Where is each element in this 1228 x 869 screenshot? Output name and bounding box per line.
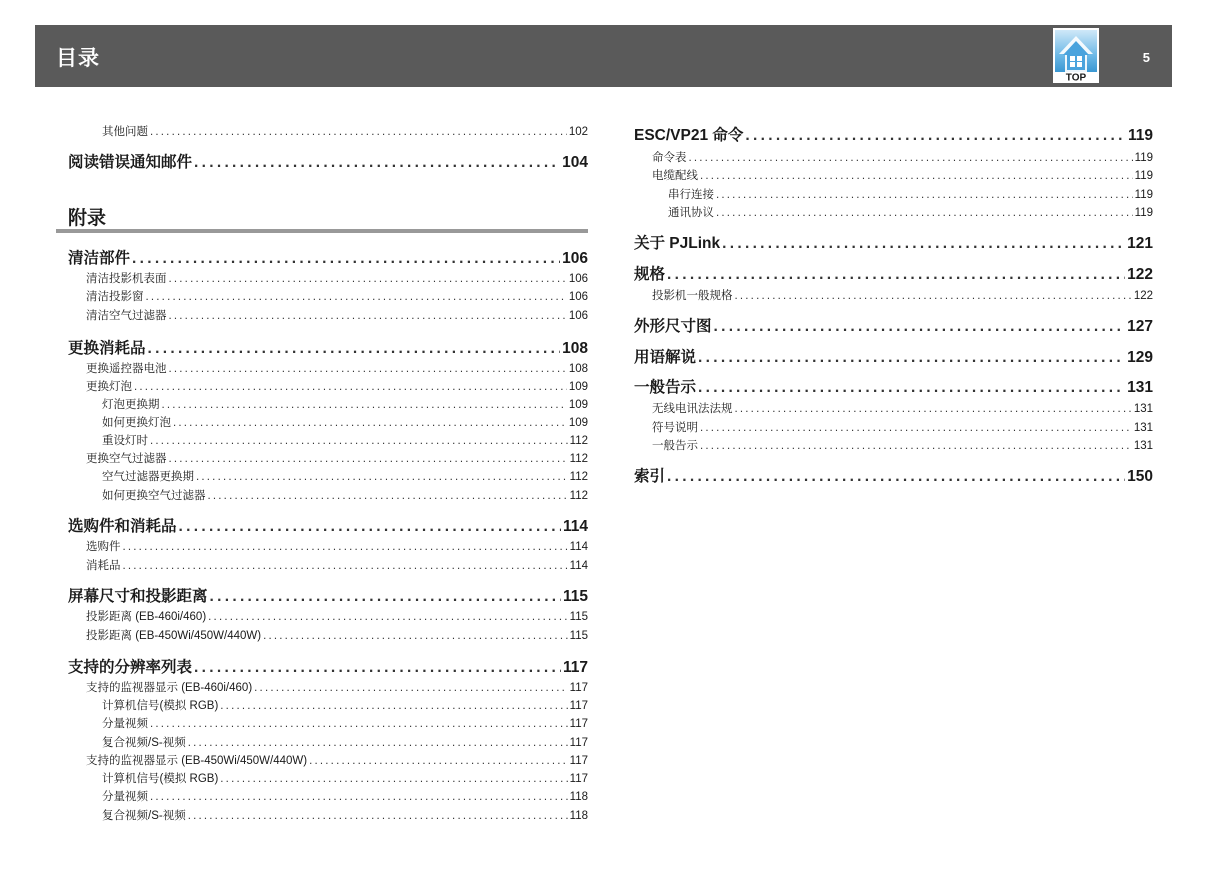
dot-leader <box>188 737 568 749</box>
toc-entry-page: 117 <box>562 659 588 676</box>
dot-leader <box>194 154 560 172</box>
page-header <box>35 25 1172 87</box>
toc-entry-page: 117 <box>569 718 588 730</box>
dot-leader <box>146 291 567 303</box>
toc-entry[interactable] <box>86 627 588 642</box>
toc-entry-label: 空气过滤器更换期 <box>102 471 194 483</box>
toc-entry-label: 复合视频/S-视频 <box>102 737 186 749</box>
toc-entry[interactable] <box>634 262 1153 282</box>
dot-leader <box>714 318 1126 336</box>
toc-entry-page: 119 <box>1134 152 1153 164</box>
toc-entry[interactable] <box>634 464 1153 484</box>
toc-entry-label: 阅读错误通知邮件 <box>68 154 193 171</box>
toc-entry-label: 清洁部件 <box>68 250 131 267</box>
toc-entry-label: 更换消耗品 <box>68 340 146 357</box>
toc-entry-page: 131 <box>1133 403 1153 415</box>
toc-entry-label: 串行连接 <box>668 189 714 201</box>
dot-leader <box>700 422 1132 434</box>
toc-entry[interactable] <box>634 375 1153 395</box>
toc-entry-label: 关于 PJLink <box>634 235 721 252</box>
dot-leader <box>700 440 1132 452</box>
toc-entry-label: 通讯协议 <box>668 207 714 219</box>
appendix-title: 附录 <box>68 208 107 229</box>
top-button[interactable] <box>1053 28 1099 83</box>
dot-leader <box>208 490 568 502</box>
toc-entry-label: 计算机信号(模拟 RGB) <box>102 773 219 785</box>
toc-entry-page: 114 <box>562 518 588 535</box>
toc-entry-label: 外形尺寸图 <box>634 318 712 335</box>
toc-entry-page: 119 <box>1134 170 1153 182</box>
toc-entry[interactable] <box>86 360 588 375</box>
toc-entry-label: 支持的监视器显示 (EB-460i/460) <box>86 682 253 694</box>
toc-entry-page: 115 <box>569 611 588 623</box>
toc-entry-label: 投影距离 (EB-460i/460) <box>86 611 207 623</box>
toc-entry-page: 119 <box>1134 189 1153 201</box>
toc-entry-label: 一般告示 <box>634 379 697 396</box>
toc-entry[interactable] <box>68 246 588 266</box>
dot-leader <box>132 250 560 268</box>
dot-leader <box>134 381 567 393</box>
toc-entry-page: 102 <box>568 126 588 138</box>
toc-entry-label: 如何更换灯泡 <box>102 417 171 429</box>
page-title: 目录 <box>56 47 100 70</box>
toc-entry-page: 131 <box>1127 379 1153 396</box>
dot-leader <box>150 791 568 803</box>
toc-entry[interactable] <box>86 538 588 553</box>
toc-entry[interactable] <box>102 788 588 803</box>
dot-leader <box>123 541 568 553</box>
toc-entry-page: 114 <box>569 560 588 572</box>
toc-entry[interactable] <box>652 287 1153 302</box>
dot-leader <box>716 207 1133 219</box>
dot-leader <box>169 363 567 375</box>
toc-entry-label: 无线电讯法法规 <box>652 403 733 415</box>
toc-entry-label: 复合视频/S-视频 <box>102 810 186 822</box>
toc-entry-page: 131 <box>1133 440 1153 452</box>
toc-entry-label: 更换遥控器电池 <box>86 363 167 375</box>
toc-entry-page: 117 <box>569 755 588 767</box>
page-number: 5 <box>1142 50 1150 65</box>
dot-leader <box>220 700 567 712</box>
dot-leader <box>700 170 1133 182</box>
dot-leader <box>169 310 567 322</box>
toc-entry[interactable] <box>68 584 588 604</box>
toc-entry-label: ESC/VP21 命令 <box>634 127 744 144</box>
toc-entry-page: 106 <box>568 291 588 303</box>
dot-leader <box>667 266 1125 284</box>
toc-entry-label: 投影机一般规格 <box>652 290 733 302</box>
appendix-divider <box>56 229 588 233</box>
toc-entry-label: 符号说明 <box>652 422 698 434</box>
toc-entry[interactable] <box>102 468 588 483</box>
toc-entry[interactable] <box>68 514 588 534</box>
toc-entry-page: 118 <box>569 791 588 803</box>
toc-entry[interactable] <box>634 231 1153 251</box>
toc-entry-label: 计算机信号(模拟 RGB) <box>102 700 219 712</box>
toc-entry[interactable] <box>652 419 1153 434</box>
toc-entry[interactable] <box>102 396 588 411</box>
dot-leader <box>196 471 568 483</box>
dot-leader <box>735 403 1132 415</box>
dot-leader <box>150 126 567 138</box>
dot-leader <box>208 611 568 623</box>
toc-entry-page: 114 <box>569 541 588 553</box>
toc-entry[interactable] <box>102 807 588 822</box>
dot-leader <box>667 468 1125 486</box>
dot-leader <box>698 379 1125 397</box>
toc-entry-page: 127 <box>1127 318 1153 335</box>
toc-entry-page: 106 <box>568 273 588 285</box>
dot-leader <box>210 588 561 606</box>
toc-entry[interactable] <box>86 752 588 767</box>
toc-entry-page: 112 <box>569 453 588 465</box>
dot-leader <box>263 630 568 642</box>
toc-entry[interactable] <box>102 123 588 138</box>
toc-entry-page: 104 <box>562 154 588 171</box>
dot-leader <box>745 127 1126 145</box>
toc-entry-page: 119 <box>1127 127 1153 144</box>
toc-entry-page: 115 <box>562 588 588 605</box>
dot-leader <box>150 435 568 447</box>
toc-entry-label: 索引 <box>634 468 666 485</box>
dot-leader <box>162 399 567 411</box>
toc-entry[interactable] <box>102 770 588 785</box>
toc-entry-label: 更换灯泡 <box>86 381 132 393</box>
toc-entry[interactable] <box>668 204 1153 219</box>
toc-entry-label: 分量视频 <box>102 718 148 730</box>
toc-entry-page: 106 <box>562 250 588 267</box>
toc-entry[interactable] <box>68 336 588 356</box>
toc-entry-label: 用语解说 <box>634 349 697 366</box>
toc-entry[interactable] <box>102 697 588 712</box>
toc-entry-page: 109 <box>568 417 588 429</box>
toc-entry[interactable] <box>102 715 588 730</box>
dot-leader <box>309 755 568 767</box>
toc-entry[interactable] <box>652 437 1153 452</box>
toc-entry-label: 重设灯时 <box>102 435 148 447</box>
toc-entry-label: 支持的分辨率列表 <box>68 659 193 676</box>
toc-entry[interactable] <box>102 414 588 429</box>
toc-entry-page: 109 <box>568 399 588 411</box>
dot-leader <box>735 290 1132 302</box>
toc-entry[interactable] <box>86 307 588 322</box>
home-icon <box>1053 28 1099 83</box>
toc-entry[interactable] <box>102 432 588 447</box>
dot-leader <box>173 417 567 429</box>
dot-leader <box>698 349 1125 367</box>
toc-entry-label: 规格 <box>634 266 666 283</box>
dot-leader <box>722 235 1125 253</box>
toc-entry-page: 117 <box>569 773 588 785</box>
dot-leader <box>169 453 568 465</box>
toc-entry[interactable] <box>102 734 588 749</box>
toc-entry-page: 119 <box>1134 207 1153 219</box>
toc-entry-label: 清洁投影机表面 <box>86 273 167 285</box>
toc-entry-page: 112 <box>569 471 588 483</box>
toc-entry-label: 分量视频 <box>102 791 148 803</box>
toc-entry[interactable] <box>652 400 1153 415</box>
toc-entry-page: 122 <box>1133 290 1153 302</box>
toc-entry-label: 屏幕尺寸和投影距离 <box>68 588 208 605</box>
toc-entry-page: 118 <box>569 810 588 822</box>
toc-entry-page: 112 <box>569 435 588 447</box>
toc-entry[interactable] <box>86 270 588 285</box>
toc-entry-page: 115 <box>569 630 588 642</box>
toc-entry-page: 121 <box>1127 235 1153 252</box>
toc-entry-label: 如何更换空气过滤器 <box>102 490 206 502</box>
toc-entry-page: 117 <box>569 700 588 712</box>
toc-entry[interactable] <box>668 186 1153 201</box>
toc-entry[interactable] <box>86 679 588 694</box>
toc-entry-page: 108 <box>562 340 588 357</box>
dot-leader <box>148 340 561 358</box>
toc-entry-label: 选购件 <box>86 541 121 553</box>
toc-entry-label: 命令表 <box>652 152 687 164</box>
toc-entry[interactable] <box>102 487 588 502</box>
toc-entry-label: 灯泡更换期 <box>102 399 160 411</box>
dot-leader <box>254 682 568 694</box>
dot-leader <box>123 560 568 572</box>
toc-entry-page: 122 <box>1127 266 1153 283</box>
dot-leader <box>716 189 1133 201</box>
toc-entry-page: 117 <box>569 737 588 749</box>
toc-entry-label: 电缆配线 <box>652 170 698 182</box>
toc-entry-page: 131 <box>1133 422 1153 434</box>
toc-entry[interactable] <box>86 608 588 623</box>
dot-leader <box>689 152 1133 164</box>
toc-entry-label: 一般告示 <box>652 440 698 452</box>
toc-entry-label: 选购件和消耗品 <box>68 518 177 535</box>
toc-entry[interactable] <box>86 288 588 303</box>
toc-entry[interactable] <box>86 450 588 465</box>
toc-entry[interactable] <box>68 655 588 675</box>
toc-entry[interactable] <box>652 167 1153 182</box>
toc-entry-page: 106 <box>568 310 588 322</box>
toc-entry-label: 清洁空气过滤器 <box>86 310 167 322</box>
toc-entry-label: 更换空气过滤器 <box>86 453 167 465</box>
toc-entry-label: 消耗品 <box>86 560 121 572</box>
toc-entry-page: 109 <box>568 381 588 393</box>
dot-leader <box>169 273 567 285</box>
dot-leader <box>220 773 567 785</box>
dot-leader <box>194 659 561 677</box>
toc-entry-page: 112 <box>569 490 588 502</box>
toc-entry[interactable] <box>634 345 1153 365</box>
dot-leader <box>150 718 568 730</box>
toc-entry-label: 清洁投影窗 <box>86 291 144 303</box>
toc-entry-label: 投影距离 (EB-450Wi/450W/440W) <box>86 630 262 642</box>
toc-entry[interactable] <box>634 123 1153 143</box>
toc-entry-label: 支持的监视器显示 (EB-450Wi/450W/440W) <box>86 755 308 767</box>
toc-entry-label: 其他问题 <box>102 126 148 138</box>
toc-entry-page: 129 <box>1127 349 1153 366</box>
toc-entry[interactable] <box>86 378 588 393</box>
dot-leader <box>179 518 561 536</box>
toc-entry-page: 108 <box>568 363 588 375</box>
toc-entry[interactable] <box>86 557 588 572</box>
toc-entry-page: 150 <box>1127 468 1153 485</box>
toc-entry-page: 117 <box>569 682 588 694</box>
toc-entry[interactable] <box>68 150 588 170</box>
toc-entry[interactable] <box>652 149 1153 164</box>
toc-entry[interactable] <box>634 314 1153 334</box>
dot-leader <box>188 810 568 822</box>
top-label: TOP <box>1065 72 1087 83</box>
